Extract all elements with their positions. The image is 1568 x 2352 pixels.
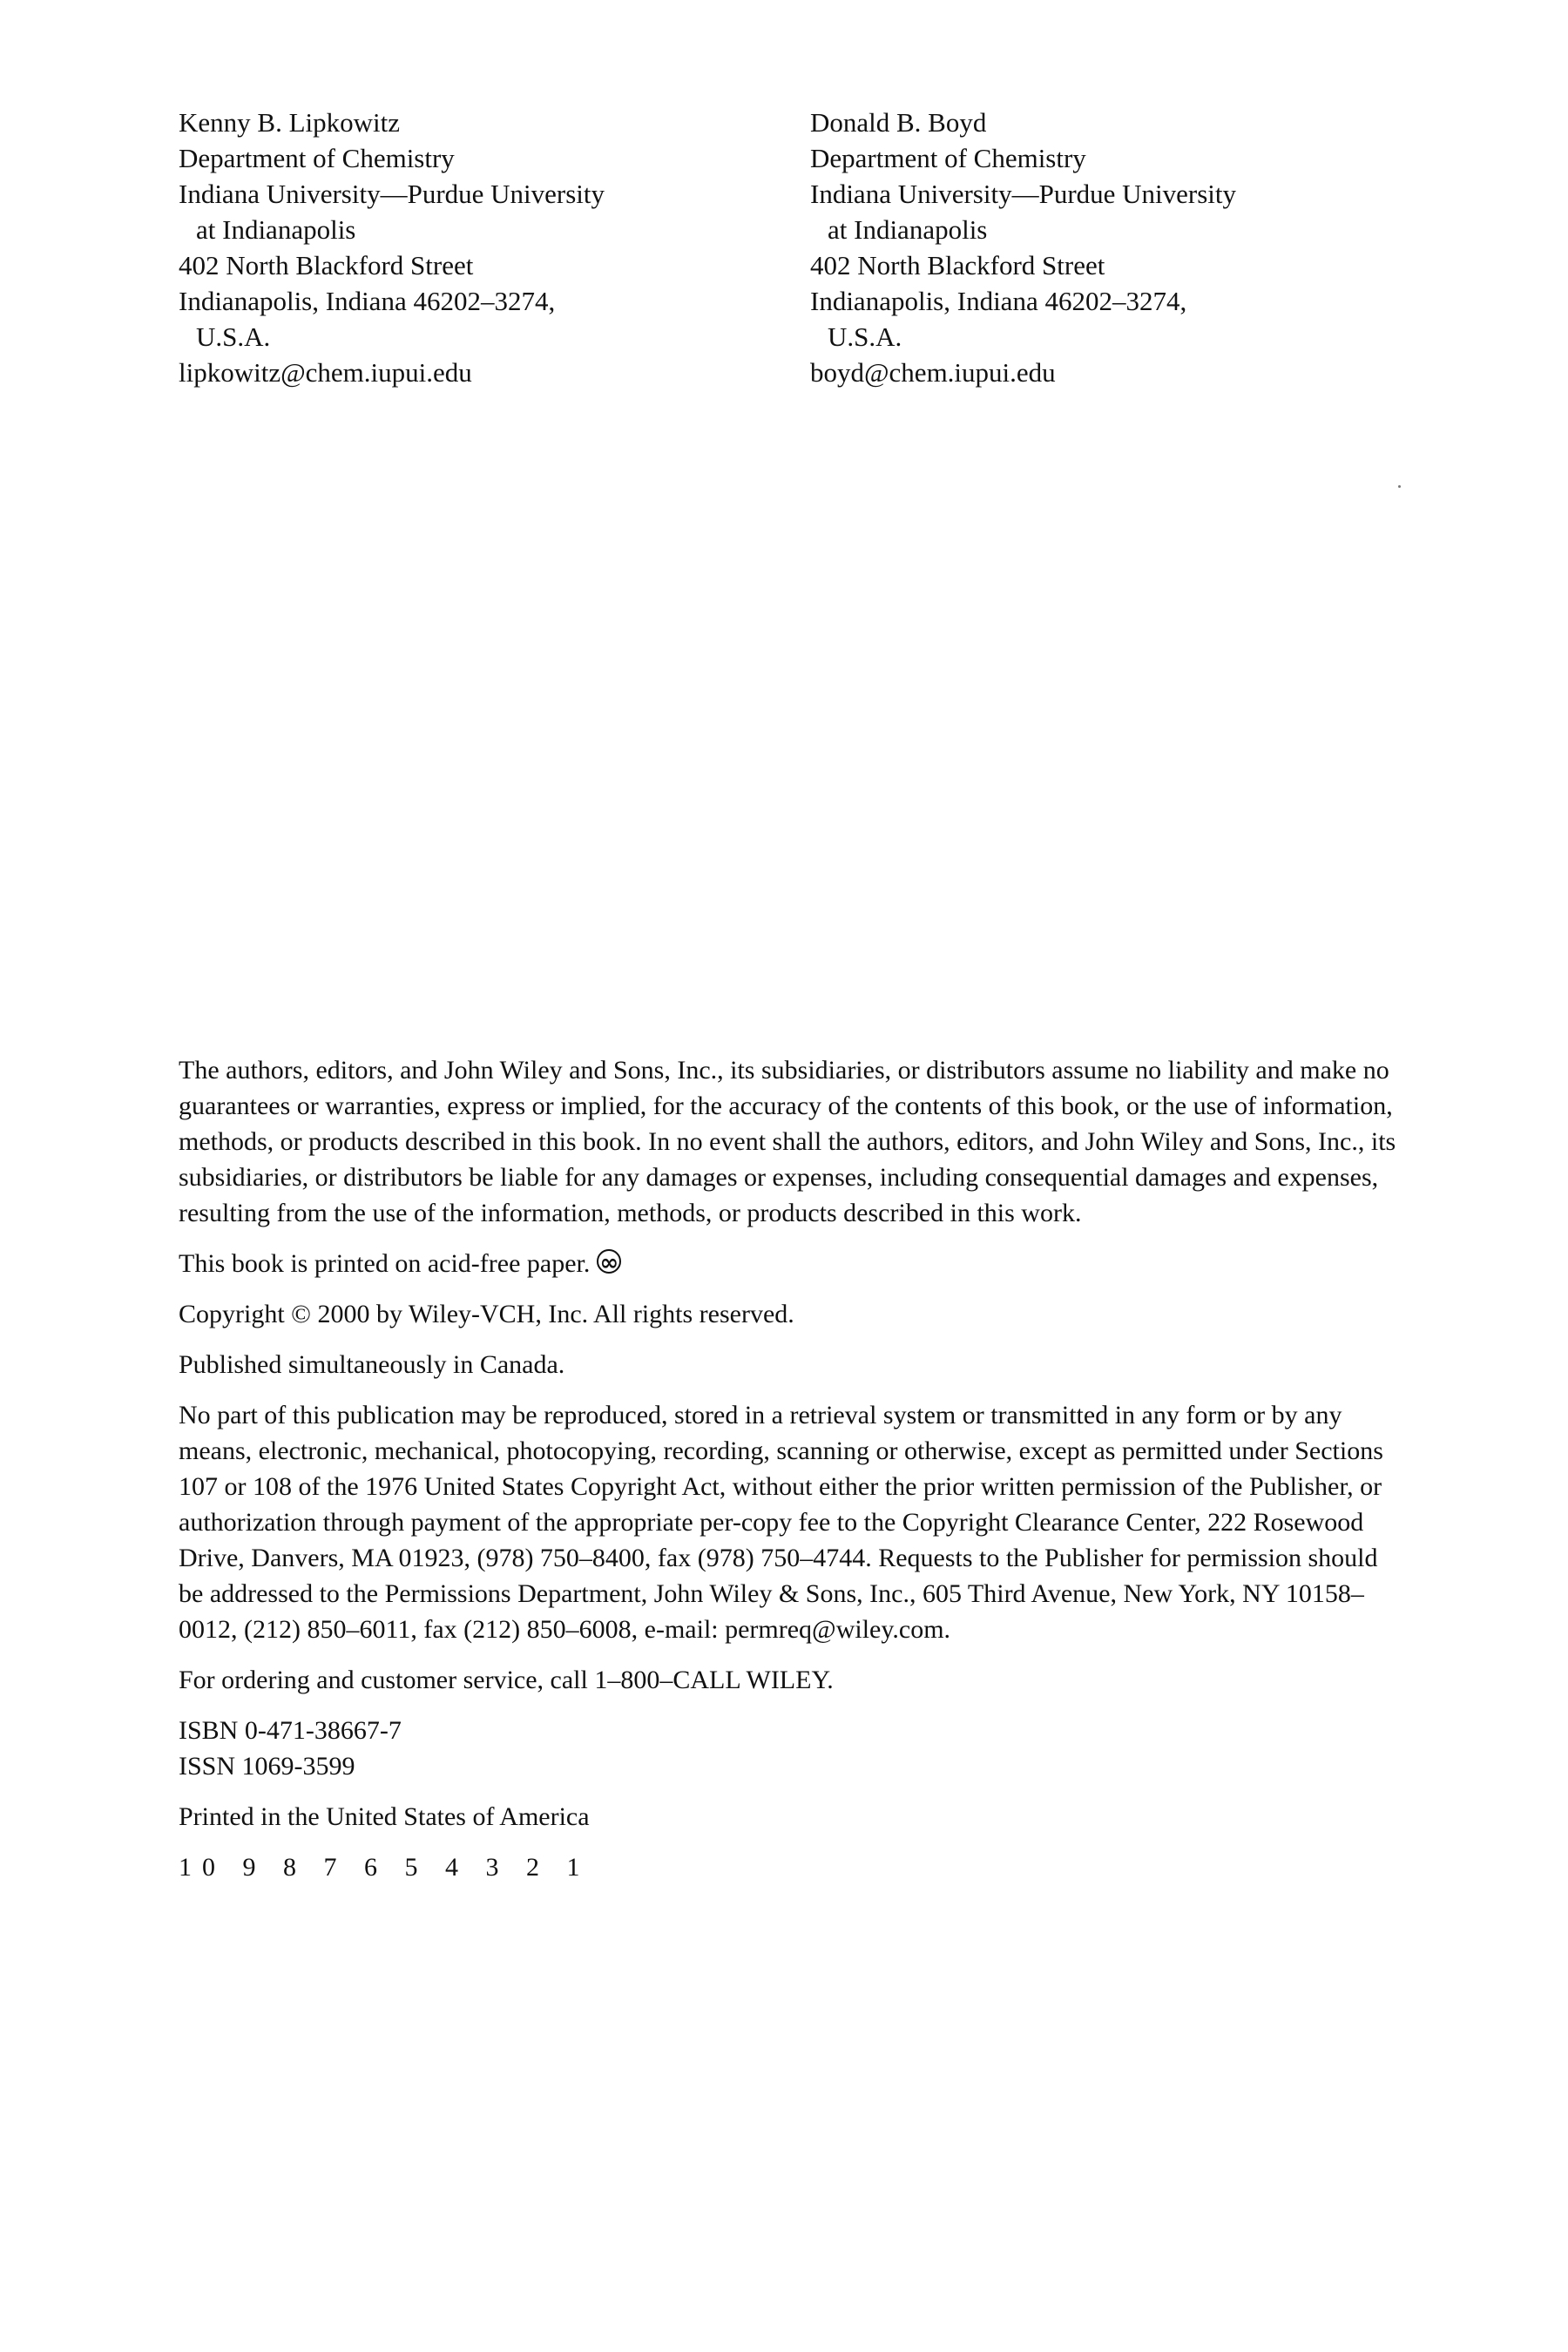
author-address-boyd	[810, 105, 1236, 390]
legal-notices	[179, 1052, 1407, 1900]
copyright-notice: Copyright © 2000 by Wiley-VCH, Inc. All rights reserved.	[179, 1300, 794, 1328]
acid-free-text: This book is printed on acid-free paper.	[179, 1249, 591, 1278]
printer-key: 10 9 8 7 6 5 4 3 2 1	[179, 1853, 591, 1882]
author-name: Donald B. Boyd	[810, 107, 987, 138]
author-department: Department of Chemistry	[810, 143, 1086, 173]
published-notice: Published simultaneously in Canada.	[179, 1350, 565, 1379]
identifiers	[179, 1713, 1407, 1784]
author-university: Indiana University—Purdue University	[179, 179, 605, 209]
author-country: U.S.A.	[196, 321, 271, 352]
author-street: 402 North Blackford Street	[179, 250, 474, 280]
author-name: Kenny B. Lipkowitz	[179, 107, 400, 138]
isbn: ISBN 0-471-38667-7	[179, 1716, 402, 1745]
printed-in: Printed in the United States of America	[179, 1802, 590, 1831]
acid-free-notice	[179, 1246, 1407, 1281]
author-country: U.S.A.	[828, 321, 902, 352]
author-email: boyd@chem.iupui.edu	[810, 357, 1056, 388]
author-city: Indianapolis, Indiana 46202–3274,	[179, 286, 556, 316]
author-email: lipkowitz@chem.iupui.edu	[179, 357, 472, 388]
author-address-lipkowitz	[179, 105, 605, 390]
author-department: Department of Chemistry	[179, 143, 455, 173]
author-campus: at Indianapolis	[828, 214, 988, 245]
author-campus: at Indianapolis	[196, 214, 356, 245]
disclaimer-paragraph: The authors, editors, and John Wiley and Sons, Inc., its subsidiaries, or distributors assume no liability and make no guarantees or warranties, express or implied, for the accuracy of the contents of this book, or the use of information, methods, or products described in this book. In no event shall the authors, editors, and John Wiley and Sons, Inc., its subsidiaries, or distributors be liable for any damages or expenses, including consequential damages and expenses, resulting from the use of the information, methods, or products described in this work.	[179, 1056, 1396, 1227]
author-city: Indianapolis, Indiana 46202–3274,	[810, 286, 1187, 316]
acid-free-paper-icon	[597, 1249, 621, 1274]
ordering-notice: For ordering and customer service, call 1–800–CALL WILEY.	[179, 1666, 834, 1694]
author-university: Indiana University—Purdue University	[810, 179, 1237, 209]
author-street: 402 North Blackford Street	[810, 250, 1105, 280]
issn: ISSN 1069-3599	[179, 1752, 355, 1781]
permissions-paragraph: No part of this publication may be reproduced, stored in a retrieval system or transmitted in any form or by any means, electronic, mechanical, photocopying, recording, scanning or otherwise, except as permitted under Sections 107 or 108 of the 1976 United States Copyright Act, without either the prior written permission of the Publisher, or authorization through payment of the appropriate per-copy fee to the Copyright Clearance Center, 222 Rosewood Drive, Danvers, MA 01923, (978) 750–8400, fax (978) 750–4744. Requests to the Publisher for permission should be addressed to the Permissions Department, John Wiley & Sons, Inc., 605 Third Avenue, New York, NY 10158–0012, (212) 850–6011, fax (212) 850–6008, e-mail: permreq@wiley.com.	[179, 1401, 1383, 1644]
stray-mark	[1398, 485, 1401, 488]
